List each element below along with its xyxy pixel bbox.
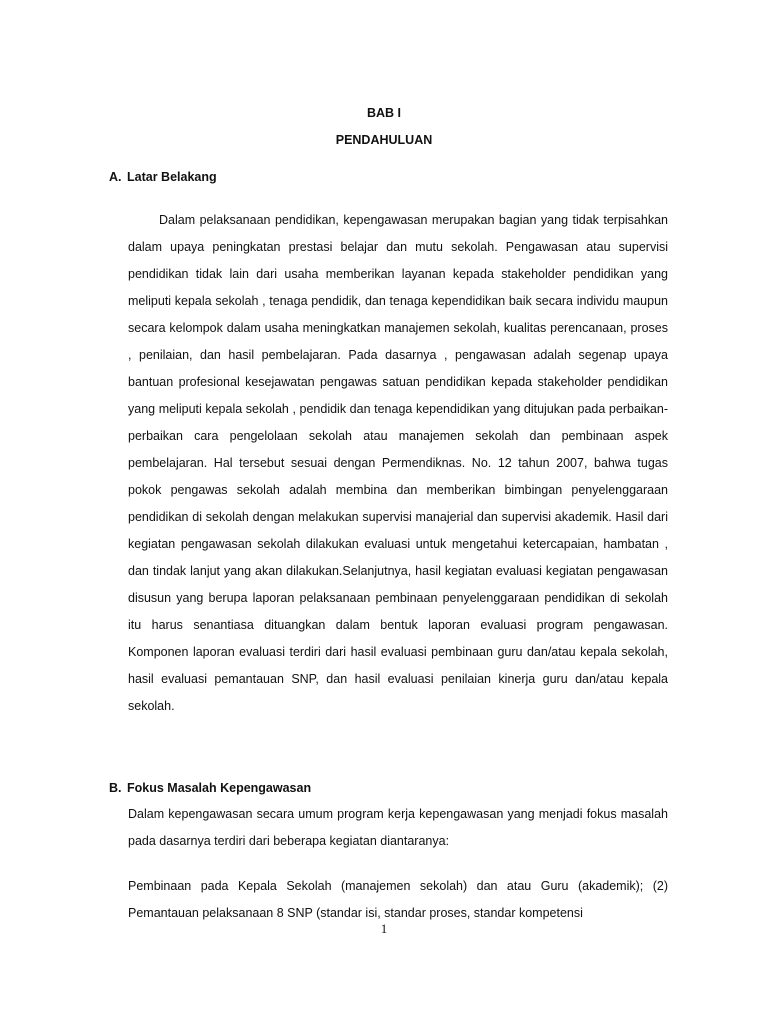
section-heading-a xyxy=(109,170,217,184)
paragraph-fokus-intro: Dalam kepengawasan secara umum program kerja kepengawasan yang menjadi fokus masalah pada dasarnya terdiri dari beberapa kegiatan diantaranya: xyxy=(128,807,668,848)
page-number: 1 xyxy=(380,921,388,936)
section-label: B. xyxy=(109,781,122,795)
paragraph-latar-belakang: Dalam pelaksanaan pendidikan, kepengawasan merupakan bagian yang tidak terpisahkan dalam upaya peningkatan prestasi belajar dan mutu sekolah. Pengawasan atau supervisi pendidikan tidak lain dari usaha memberikan layanan kepada stakeholder pendidikan yang meliputi kepala sekolah , tenaga pendidik, dan tenaga kependidikan baik secara individu maupun secara kelompok dalam usaha meningkatkan manajemen sekolah, kualitas perencanaan, proses , penilaian, dan hasil pembelajaran. Pada dasarnya , pengawasan adalah segenap upaya bantuan profesional kesejawatan pengawas satuan pendidikan kepada stakeholder pendidikan yang meliputi kepala sekolah , pendidik dan tenaga kependidikan yang ditujukan pada perbaikan-perbaikan cara pengelolaan sekolah atau manajemen sekolah dan pembinaan aspek pembelajaran. Hal tersebut sesuai dengan Permendiknas. No. 12 tahun 2007, bahwa tugas pokok pengawas sekolah adalah membina dan memberikan bimbingan penyelenggaraan pendidikan di sekolah dengan melakukan supervisi manajerial dan supervisi akademik. Hasil dari kegiatan pengawasan sekolah dilakukan evaluasi untuk mengetahui ketercapaian, hambatan , dan tindak lanjut yang akan dilakukan.Selanjutnya, hasil kegiatan evaluasi kegiatan pengawasan disusun yang berupa laporan pelaksanaan pembinaan penyelenggaraan pendidikan di sekolah itu harus senantiasa dituangkan dalam bentuk laporan evaluasi program pengawasan. Komponen laporan evaluasi terdiri dari hasil evaluasi pembinaan guru dan/atau kepala sekolah, hasil evaluasi pemantauan SNP, dan hasil evaluasi penilaian kinerja guru dan/atau kepala sekolah. xyxy=(128,213,668,713)
section-title: Latar Belakang xyxy=(127,170,217,184)
paragraph-fokus-list: Pembinaan pada Kepala Sekolah (manajemen sekolah) dan atau Guru (akademik); (2) Pemantauan pelaksanaan 8 SNP (standar isi, standar proses, standar kompetensi xyxy=(128,879,668,920)
section-heading-b xyxy=(109,781,311,795)
section-title: Fokus Masalah Kepengawasan xyxy=(127,781,312,795)
chapter-title: PENDAHULUAN xyxy=(335,133,433,147)
section-label: A. xyxy=(109,170,122,184)
chapter-number: BAB I xyxy=(366,106,402,120)
